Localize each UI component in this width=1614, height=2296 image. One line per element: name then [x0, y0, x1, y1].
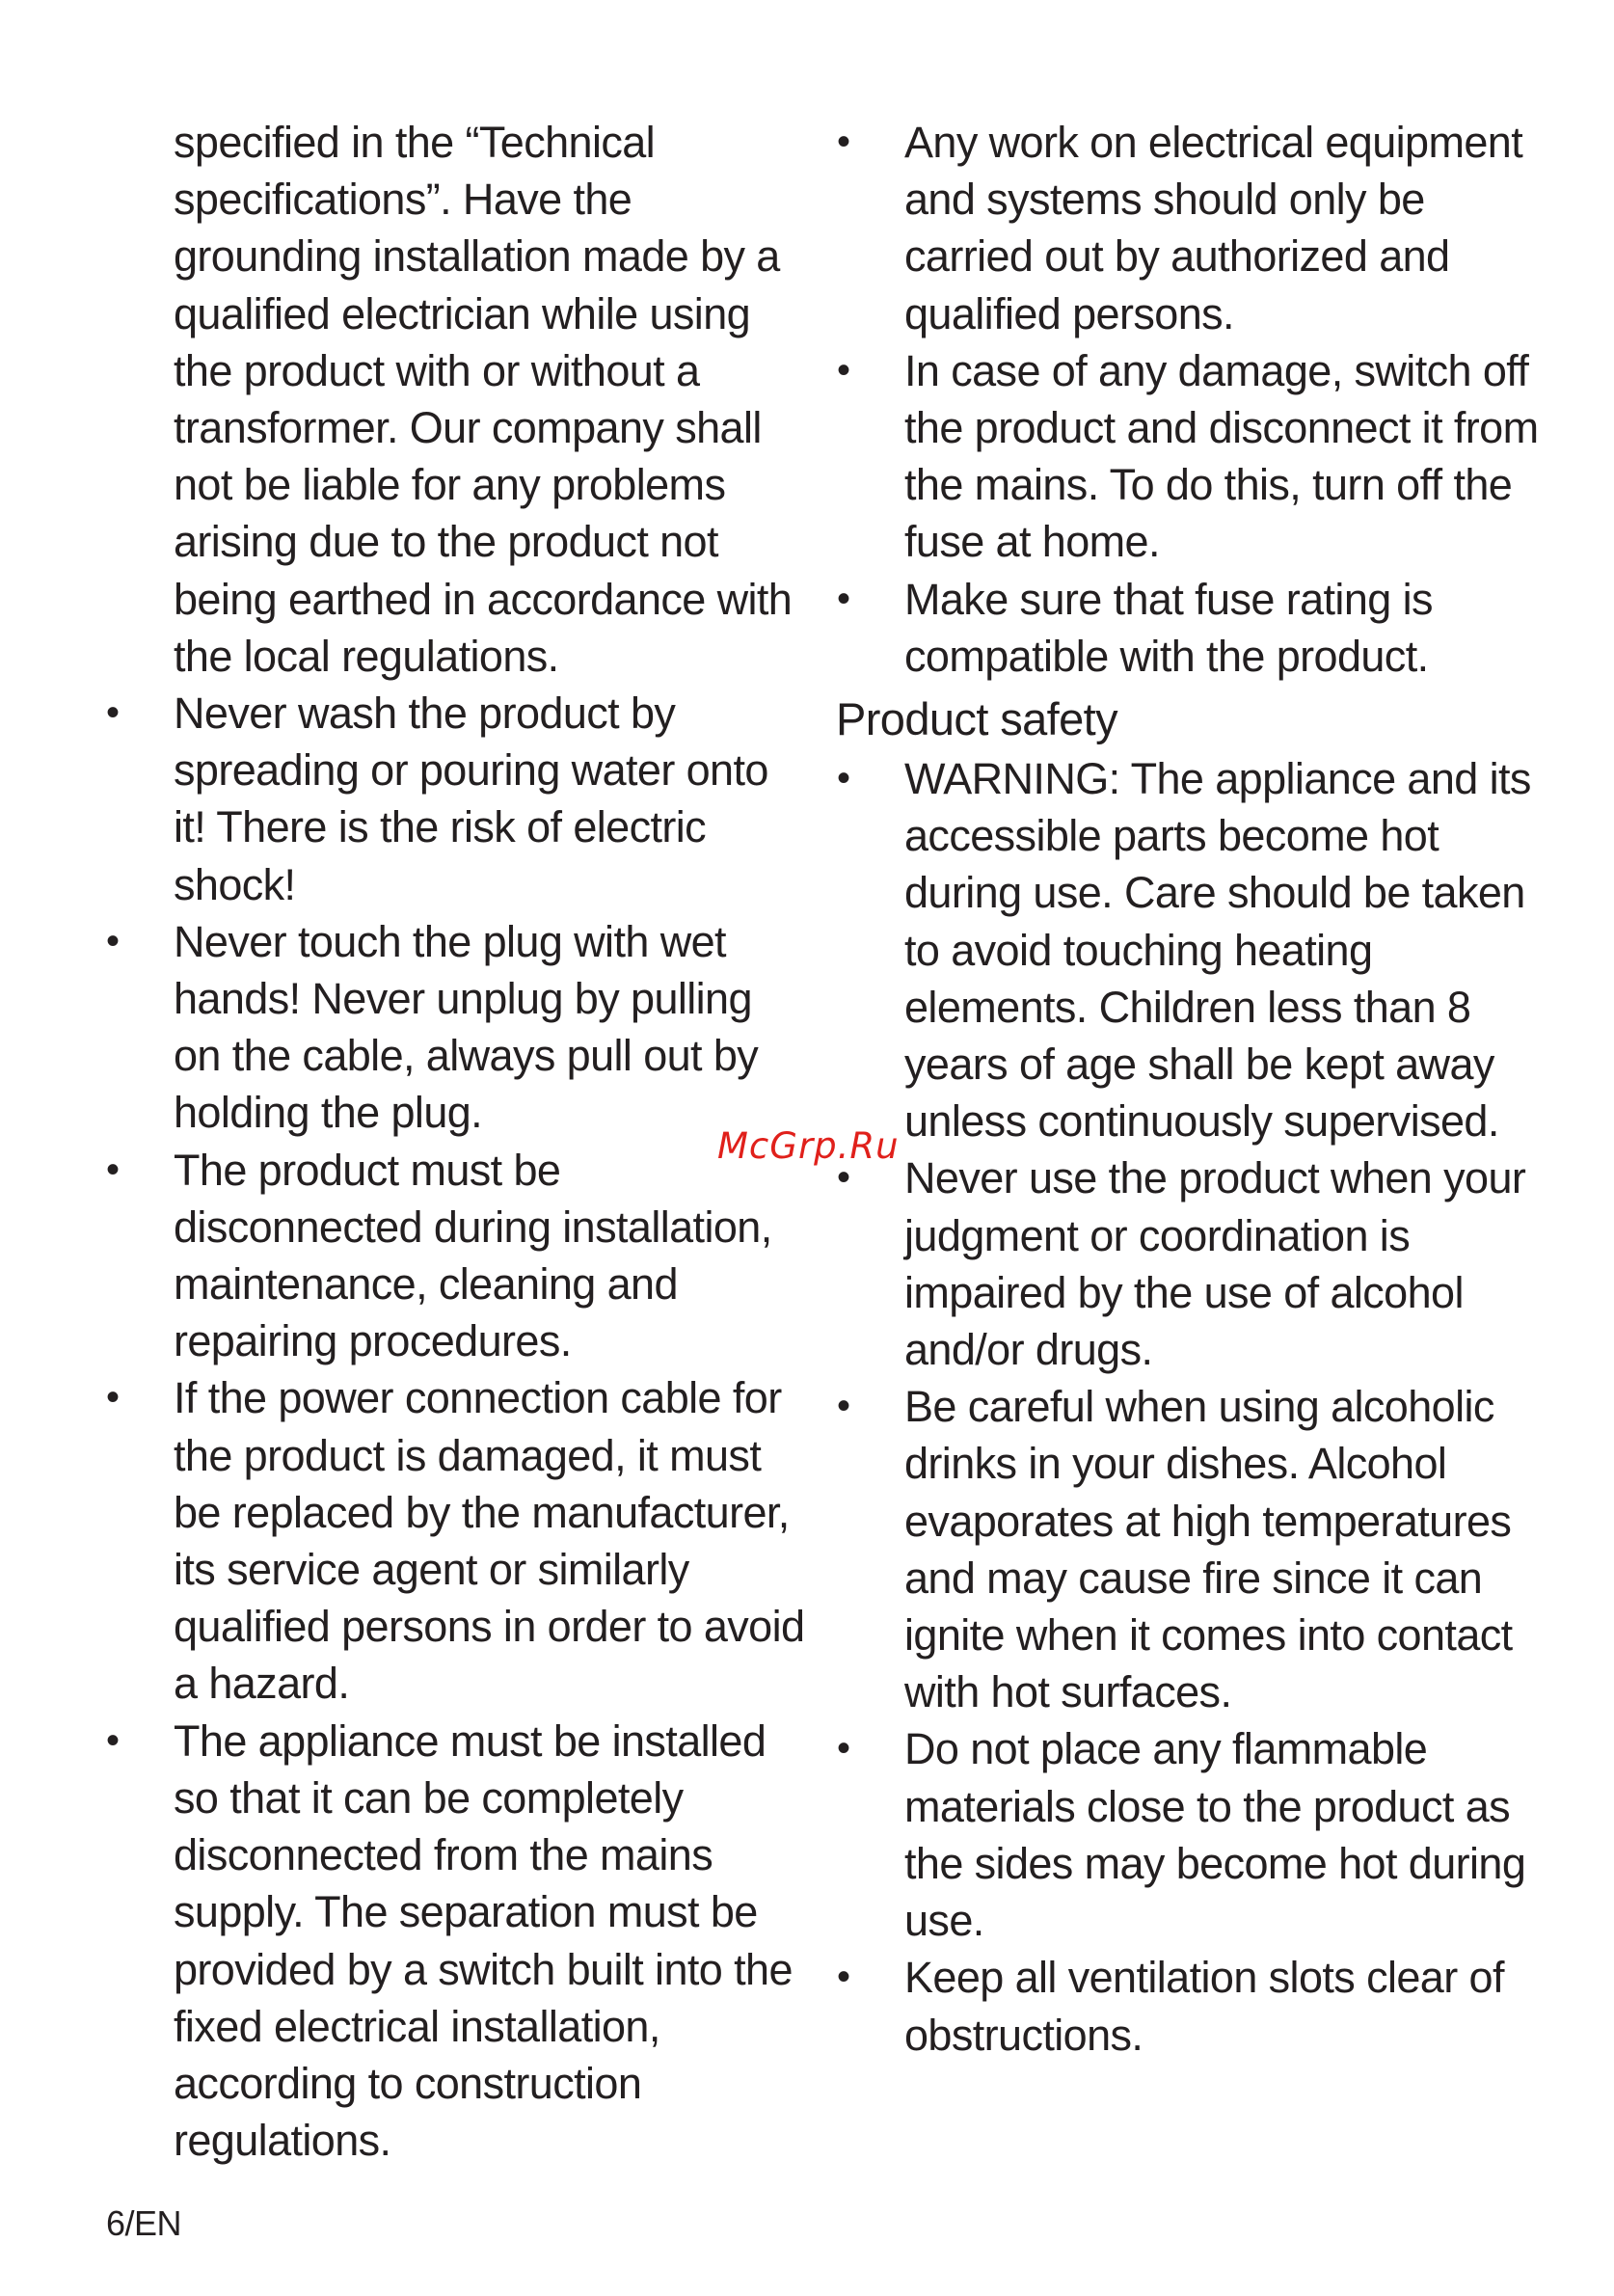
- list-item: [106, 913, 810, 1142]
- bullet-icon: •: [106, 919, 120, 962]
- right-bullet-list-bottom: [837, 750, 1541, 2064]
- bullet-icon: •: [837, 757, 850, 800]
- bullet-icon: •: [106, 691, 120, 735]
- list-item-text: Never touch the plug with wet hands! Never unplug by pulling on the cable, always pull out by holding the plug.: [174, 916, 759, 1138]
- right-column: [836, 114, 1541, 2064]
- list-item: [106, 1713, 810, 2170]
- bullet-icon: •: [837, 1385, 850, 1428]
- list-item: [837, 1149, 1541, 1378]
- list-item: [837, 1949, 1541, 2063]
- bullet-icon: •: [106, 1718, 120, 1762]
- continued-paragraph: specified in the “Technical specifications”. Have the grounding installation made by a qualified electrician while using the product with or without a transformer. Our company shall not be liable for any problems arising due to the product not being earthed in accordance with the local regulations.: [174, 118, 793, 681]
- bullet-icon: •: [106, 1376, 120, 1419]
- watermark: McGrp.Ru: [717, 1125, 900, 1167]
- list-item-text: In case of any damage, switch off the product and disconnect it from the mains. To do this, turn off the fuse at home.: [904, 345, 1539, 567]
- left-bullet-list: [106, 685, 810, 2169]
- list-item-text: Keep all ventilation slots clear of obstructions.: [904, 1953, 1504, 2060]
- bullet-icon: •: [837, 1956, 850, 1999]
- list-item: [837, 750, 1541, 1149]
- bullet-icon: •: [837, 577, 850, 620]
- list-item: [837, 114, 1541, 342]
- list-item-text: Make sure that fuse rating is compatible with the product.: [904, 574, 1433, 681]
- list-item: [106, 1142, 810, 1370]
- bullet-icon: •: [837, 121, 850, 163]
- bullet-icon: •: [837, 1156, 850, 1200]
- list-item: [837, 1378, 1541, 1720]
- bullet-icon: •: [837, 348, 850, 392]
- right-bullet-list-top: [837, 114, 1541, 685]
- list-item-text: WARNING: The appliance and its accessible parts become hot during use. Care should be taken to avoid touching heating elements. Children less than 8 years of age shall be kept away unless continuously supervised.: [904, 754, 1531, 1147]
- list-item-text: Never use the product when your judgment or coordination is impaired by the use of alcohol and/or drugs.: [904, 1153, 1526, 1375]
- list-item-text: Be careful when using alcoholic drinks in your dishes. Alcohol evaporates at high temperatures and may cause fire since it can ignite when it comes into contact with hot surfaces.: [904, 1382, 1513, 1717]
- left-column: [106, 114, 810, 2169]
- list-item: [837, 342, 1541, 571]
- bullet-icon: •: [837, 1727, 850, 1770]
- section-heading-product-safety: Product safety: [836, 693, 1118, 745]
- page-number: 6/EN: [106, 2203, 182, 2243]
- list-item: [106, 1369, 810, 1712]
- list-item-text: If the power connection cable for the product is damaged, it must be replaced by the manufacturer, its service agent or similarly qualified persons in order to avoid a hazard.: [174, 1373, 805, 1709]
- list-item-text: Do not place any flammable materials close to the product as the sides may become hot during use.: [904, 1724, 1526, 1946]
- list-item-text: Any work on electrical equipment and systems should only be carried out by authorized and qualified persons.: [904, 118, 1523, 338]
- list-item-text: The product must be disconnected during installation, maintenance, cleaning and repairing procedures.: [174, 1145, 772, 1366]
- list-item: [837, 571, 1541, 685]
- list-item: [106, 685, 810, 913]
- list-item-text: Never wash the product by spreading or pouring water onto it! There is the risk of electric shock!: [174, 689, 768, 909]
- list-item-text: The appliance must be installed so that it can be completely disconnected from the mains supply. The separation must be provided by a switch built into the fixed electrical installation, according to construction regulations.: [174, 1715, 793, 2166]
- list-item: [837, 1720, 1541, 1949]
- bullet-icon: •: [106, 1148, 120, 1191]
